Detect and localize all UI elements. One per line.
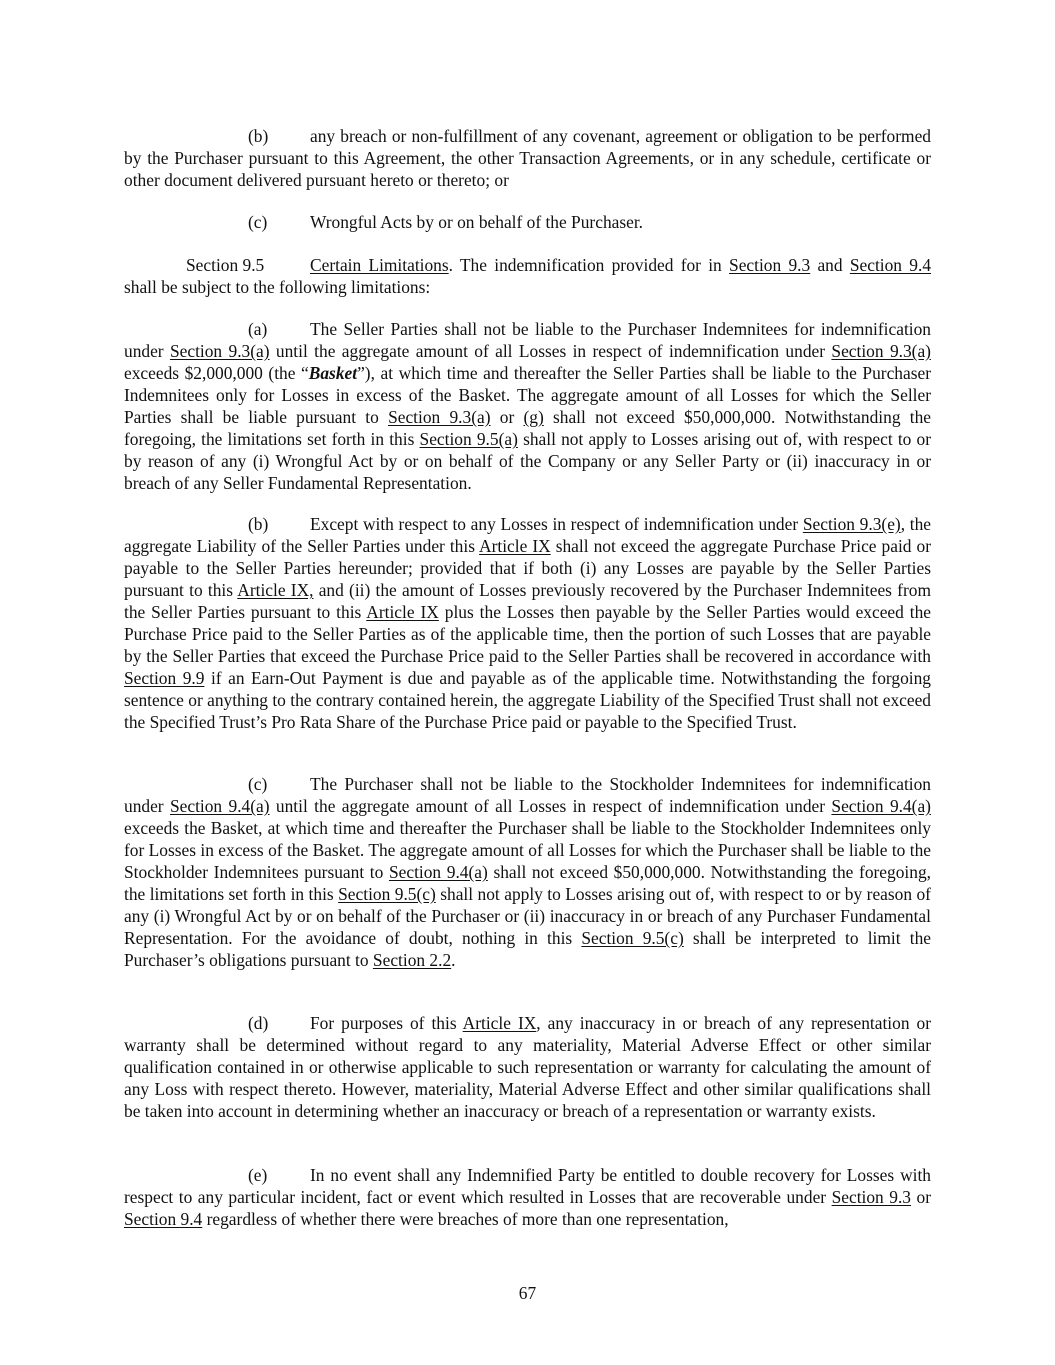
- paragraph-c-wrongful-acts: (c) Wrongful Acts by or on behalf of the Purchaser.: [248, 212, 644, 232]
- paragraph-d-materiality: (d) For purposes of this Article IX, any inaccuracy in or breach of any representation or warranty shall be determined without regard to any materiality, Material Adverse Effect or other similar qualification contained in or otherwise applicable to such representation or warranty for calculating the amount of any Loss with respect thereto. However, materiality, Material Adverse Effect and other similar qualifications shall be taken into account in determining whether an inaccuracy or breach of a representation or warranty exists.: [124, 1013, 932, 1121]
- cross-reference: Section 9.4(a): [388, 862, 488, 882]
- paragraph-b-aggregate-liability: (b) Except with respect to any Losses in respect of indemnification under Section 9.3(e), the aggregate Liability of the Seller Parties under this Article IX shall not exceed the aggregate Purchase Price paid or payable to the Seller Parties hereunder; provided that if both (i) any Losses are payable by the Seller Parties pursuant to this Article IX, and (ii) the amount of Losses previously recovered by the Purchaser Indemnitees from the Seller Parties pursuant to this Article IX plus the Losses then payable by the Seller Parties would exceed the Purchase Price paid to the Seller Parties as of the applicable time, then the portion of such Losses that are payable by the Seller Parties that exceed the Purchase Price paid to the Seller Parties shall be recovered in accordance with Section 9.9 if an Earn-Out Payment is due and payable as of the applicable time. Notwithstanding the forgoing sentence or anything to the contrary contained herein, the aggregate Liability of the Specified Trust shall not exceed the Specified Trust’s Pro Rata Share of the Purchase Price paid or payable to the Specified Trust.: [124, 514, 932, 732]
- section-title: Certain Limitations: [310, 255, 449, 275]
- paragraph-b-purchaser-breach: (b) any breach or non-fulfillment of any covenant, agreement or obligation to be performed by the Purchaser pursuant to this Agreement, the other Transaction Agreements, or in any schedule, certificate or other document delivered pursuant hereto or thereto; or: [124, 126, 931, 190]
- cross-reference: Section 9.4(a): [169, 796, 270, 816]
- cross-reference: Article IX: [479, 536, 551, 556]
- cross-reference: Section 9.3(a): [169, 341, 270, 361]
- paragraph-c-purchaser-basket: (c) The Purchaser shall not be liable to the Stockholder Indemnitees for indemnification under Section 9.4(a) until the aggregate amount of all Losses in respect of indemnification under Section 9.4(a) exceeds the Basket, at which time and thereafter the Purchaser shall be liable to the Stockholder Indemnitees only for Losses in excess of the Basket. The aggregate amount of all Losses for which the Purchaser shall be liable to the Stockholder Indemnitees pursuant to Section 9.4(a) shall not exceed $50,000,000. Notwithstanding the foregoing, the limitations set forth in this Section 9.5(c) shall not apply to Losses arising out of, with respect to or by reason of any (i) Wrongful Act by or on behalf of the Purchaser or (ii) inaccuracy in or breach of any Purchaser Fundamental Representation. For the avoidance of doubt, nothing in this Section 9.5(c) shall be interpreted to limit the Purchaser’s obligations pursuant to Section 2.2.: [124, 774, 931, 970]
- cross-reference: Section 9.4(a): [831, 796, 931, 816]
- section-9-5-heading: Section 9.5 Certain Limitations. The indemnification provided for in Section 9.3 and Section 9.4 shall be subject to the following limitations:: [124, 255, 932, 297]
- cross-reference: Section 9.3(a): [388, 407, 491, 427]
- item-label: (d): [248, 1013, 269, 1033]
- cross-reference: (g): [523, 407, 544, 427]
- cross-reference: Section 2.2: [372, 950, 452, 970]
- section-number: Section 9.5: [186, 255, 265, 275]
- cross-reference: Section 9.9: [124, 668, 205, 688]
- paragraph-a-seller-basket: (a) The Seller Parties shall not be liable to the Purchaser Indemnitees for indemnification under Section 9.3(a) until the aggregate amount of all Losses in respect of indemnification under Section 9.3(a) exceeds $2,000,000 (the “Basket”), at which time and thereafter the Seller Parties shall be liable to the Purchaser Indemnitees only for Losses in excess of the Basket. The aggregate amount of all Losses for which the Seller Parties shall be liable pursuant to Section 9.3(a) or (g) shall not exceed $50,000,000. Notwithstanding the foregoing, the limitations set forth in this Section 9.5(a) shall not apply to Losses arising out of, with respect to or by reason of any (i) Wrongful Act by or on behalf of the Company or any Seller Party or (ii) inaccuracy in or breach of any Seller Fundamental Representation.: [124, 319, 931, 493]
- cross-reference: Section 9.3: [729, 255, 811, 275]
- cross-reference: Section 9.3: [831, 1187, 912, 1207]
- cross-reference: Article IX,: [237, 580, 314, 600]
- cross-reference: Section 9.3(e): [802, 514, 901, 534]
- cross-reference: Section 9.5(c): [581, 928, 684, 948]
- paragraph-e-double-recovery: (e) In no event shall any Indemnified Party be entitled to double recovery for Losses with respect to any particular incident, fact or event which resulted in Losses that are recoverable under Section 9.3 or Section 9.4 regardless of whether there were breaches of more than one representation,: [124, 1165, 932, 1229]
- item-label: (b): [248, 514, 269, 534]
- cross-reference: Section 9.4: [124, 1209, 203, 1229]
- item-label: (a): [248, 319, 268, 339]
- defined-term: Basket: [308, 363, 358, 383]
- cross-reference: Section 9.5(c): [338, 884, 436, 904]
- cross-reference: Article IX: [462, 1013, 537, 1033]
- item-label: (c): [248, 774, 268, 794]
- item-label: (c): [248, 212, 268, 232]
- item-label: (b): [248, 126, 269, 146]
- page-number: 67: [518, 1283, 537, 1303]
- cross-reference: Section 9.3(a): [831, 341, 931, 361]
- cross-reference: Article IX: [366, 602, 439, 622]
- cross-reference: Section 9.5(a): [419, 429, 518, 449]
- item-label: (e): [248, 1165, 268, 1185]
- cross-reference: Section 9.4: [849, 255, 932, 275]
